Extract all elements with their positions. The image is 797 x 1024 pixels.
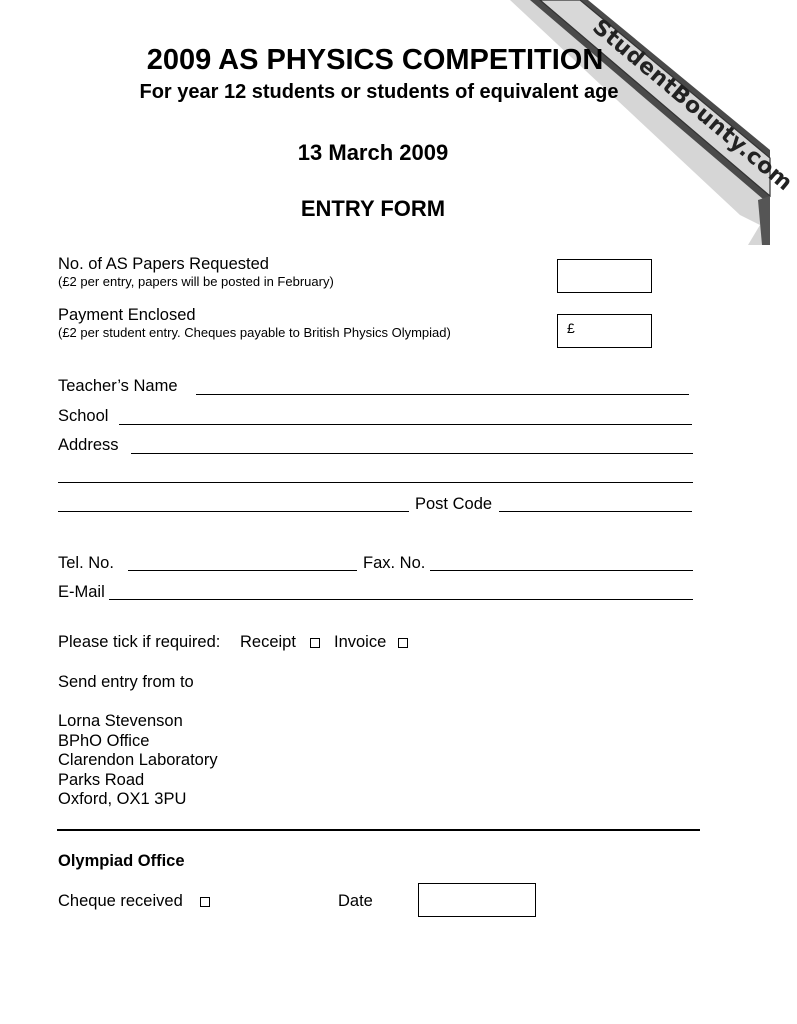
tel-label: Tel. No.: [58, 554, 114, 572]
email-field[interactable]: [109, 599, 693, 600]
email-label: E-Mail: [58, 583, 105, 601]
send-address-line: Oxford, OX1 3PU: [58, 790, 187, 809]
receipt-label: Receipt: [240, 633, 296, 651]
invoice-checkbox[interactable]: [398, 638, 408, 648]
address-label: Address: [58, 436, 119, 454]
section-divider: [57, 829, 700, 831]
papers-requested-input[interactable]: [557, 259, 652, 293]
send-intro: Send entry from to: [58, 673, 194, 691]
send-address-line: Clarendon Laboratory: [58, 751, 218, 770]
cheque-received-label: Cheque received: [58, 892, 183, 910]
form-title: ENTRY FORM: [300, 196, 446, 221]
teacher-name-label: Teacher’s Name: [58, 377, 178, 395]
tick-prompt: Please tick if required:: [58, 633, 221, 651]
office-date-label: Date: [338, 892, 373, 910]
send-address-line: Parks Road: [58, 770, 145, 789]
payment-enclosed-label: Payment Enclosed: [58, 306, 196, 324]
invoice-label: Invoice: [334, 633, 387, 651]
address-field-line-3[interactable]: [58, 511, 409, 512]
fax-label: Fax. No.: [363, 554, 426, 572]
office-heading: Olympiad Office: [58, 852, 185, 870]
send-address-block: [58, 712, 218, 810]
tel-field[interactable]: [128, 570, 357, 571]
teacher-name-field[interactable]: [196, 394, 689, 395]
page-title: 2009 AS PHYSICS COMPETITION: [146, 44, 604, 76]
school-field[interactable]: [119, 424, 692, 425]
papers-requested-label: No. of AS Papers Requested: [58, 255, 269, 273]
payment-amount-input[interactable]: [557, 314, 652, 348]
fax-field[interactable]: [430, 570, 693, 571]
office-date-input[interactable]: [418, 883, 536, 917]
papers-requested-note: (£2 per entry, papers will be posted in February): [58, 274, 334, 289]
send-address-line: BPhO Office: [58, 731, 150, 750]
address-field-line-2[interactable]: [58, 482, 693, 483]
competition-date: 13 March 2009: [297, 140, 449, 165]
cheque-received-checkbox[interactable]: [200, 897, 210, 907]
receipt-checkbox[interactable]: [310, 638, 320, 648]
watermark-text: StudentBounty.com: [587, 14, 797, 197]
post-code-label: Post Code: [415, 495, 493, 513]
currency-symbol: £: [567, 320, 575, 336]
school-label: School: [58, 407, 109, 425]
post-code-field[interactable]: [499, 511, 692, 512]
address-field-line-1[interactable]: [131, 453, 693, 454]
page-subtitle: For year 12 students or students of equivalent age: [139, 81, 619, 103]
send-address-line: Lorna Stevenson: [58, 712, 183, 730]
payment-enclosed-note: (£2 per student entry. Cheques payable to British Physics Olympiad): [58, 325, 451, 340]
